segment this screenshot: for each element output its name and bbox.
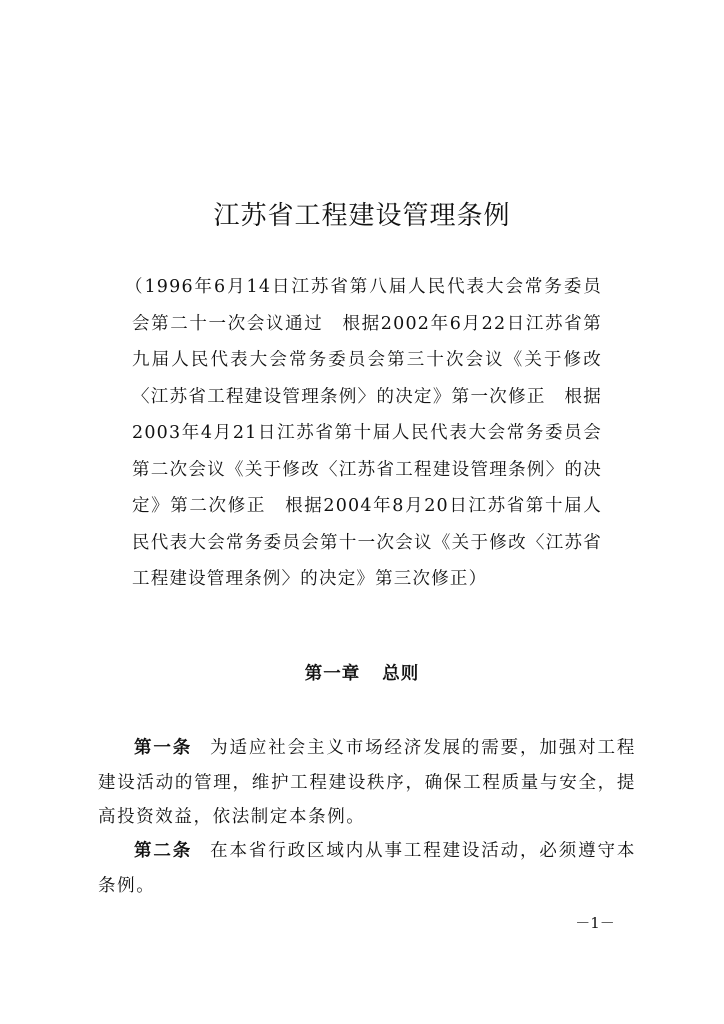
chapter-heading bbox=[0, 659, 724, 689]
article-2-text: 在本省行政区域内从事工程建设活动，必须遵守本条例。 bbox=[98, 841, 636, 896]
chapter-name: 总则 bbox=[382, 664, 420, 684]
page-number: －1－ bbox=[575, 914, 615, 932]
article-2-label: 第二条 bbox=[134, 841, 193, 861]
article-1-text: 为适应社会主义市场经济发展的需要，加强对工程建设活动的管理，维护工程建设秩序，确保工程质量与安全，提高投资效益，依法制定本条例。 bbox=[98, 738, 636, 827]
article-1-label: 第一条 bbox=[134, 738, 193, 758]
amendment-preamble: （1996年6月14日江苏省第八届人民代表大会常务委员会第二十一次会议通过 根据2002年6月22日江苏省第九届人民代表大会常务委员会第三十次会议《关于修改〈江苏省工程建设管理条例〉的决定》第一次修正 根据2003年4月21日江苏省第十届人民代表大会常务委员会第二次会议《关于修改〈江苏省工程建设管理条例〉的决定》第二次修正 根据2004年8月20日江苏省第十届人民代表大会常务委员会第十一次会议《关于修改〈江苏省工程建设管理条例〉的决定》第三次修正） bbox=[125, 277, 602, 589]
document-title: 江苏省工程建设管理条例 bbox=[213, 201, 511, 231]
chapter-number: 第一章 bbox=[304, 664, 361, 684]
article-1 bbox=[98, 731, 636, 835]
article-2 bbox=[98, 834, 636, 903]
